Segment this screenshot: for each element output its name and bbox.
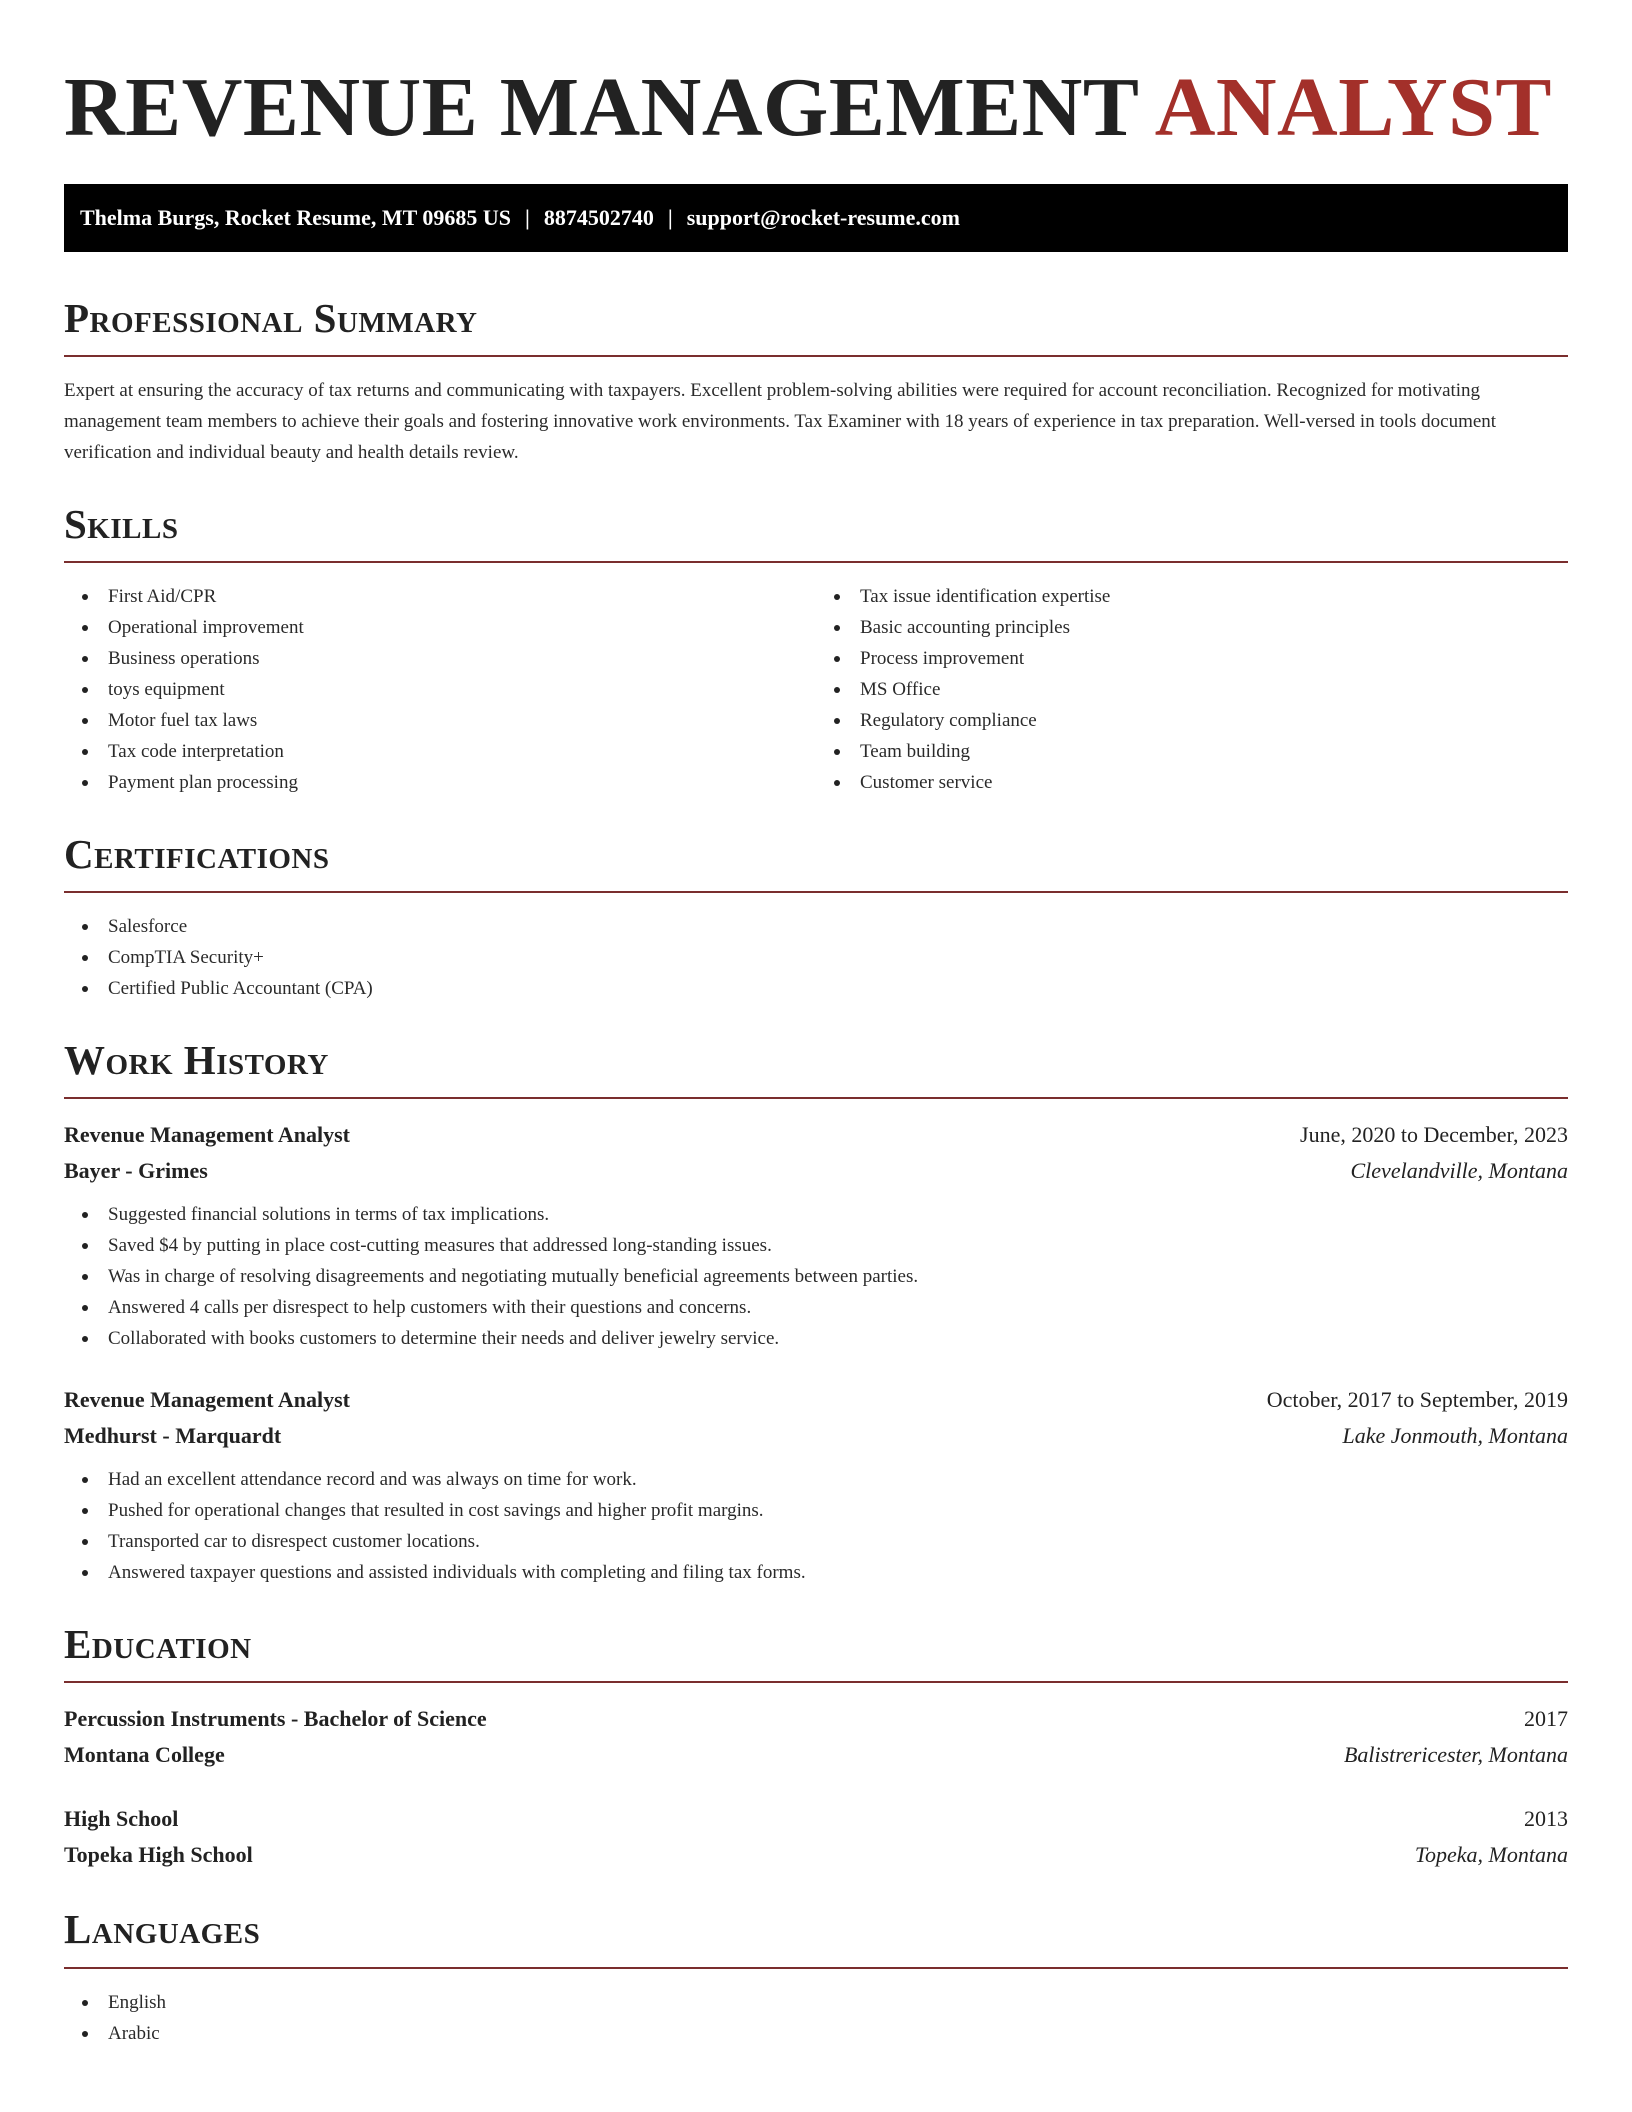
skill-item: Basic accounting principles [816,612,1568,643]
skill-item: toys equipment [64,674,816,705]
skills-list-right [816,581,1568,798]
job-location: Lake Jonmouth, Montana [1342,1423,1568,1449]
job-dates: October, 2017 to September, 2019 [1266,1387,1568,1413]
job-duty-item: Collaborated with books customers to determine their needs and deliver jewelry service. [64,1323,1568,1354]
education-degree: High School [64,1806,179,1832]
summary-text: Expert at ensuring the accuracy of tax returns and communicating with taxpayers. Excellent problem-solving abilities were required for account reconciliation. Recognized for motivating management team members to achieve their goals and fostering innovative work environments. Tax Examiner with 18 years of experience in tax preparation. Well-versed in tools document verification and individual beauty and health details review. [64,380,1497,464]
education-school: Montana College [64,1742,225,1768]
certifications-list [64,911,1568,1004]
language-item: Arabic [64,2018,1568,2049]
title-accent: ANALYST [1154,61,1552,154]
certification-item: Certified Public Accountant (CPA) [64,973,1568,1004]
education-degree-row [64,1701,1568,1737]
job-header-row [64,1117,1568,1153]
job-dates: June, 2020 to December, 2023 [1300,1122,1568,1148]
section-title-certifications: Certifications [64,832,1568,893]
education-degree: Percussion Instruments - Bachelor of Science [64,1706,487,1732]
education-school-row [64,1837,1568,1873]
resume-title [64,61,1568,154]
languages-list [64,1987,1568,2049]
skill-item: Tax code interpretation [64,736,816,767]
education-school: Topeka High School [64,1842,253,1868]
skill-item: Regulatory compliance [816,705,1568,736]
job-duties-list [64,1199,1568,1354]
section-title-work-history: Work History [64,1038,1568,1099]
job-location: Clevelandville, Montana [1350,1158,1568,1184]
job-duties-list [64,1464,1568,1588]
job-entry [64,1382,1568,1588]
certification-item: CompTIA Security+ [64,942,1568,973]
contact-phone: 8874502740 [543,205,654,230]
education-entry [64,1801,1568,1873]
education-school-row [64,1737,1568,1773]
skills-list-left [64,581,816,798]
skill-item: Operational improvement [64,612,816,643]
certifications-section [64,832,1568,1004]
skills-column-right [816,581,1568,798]
job-header-row [64,1382,1568,1418]
education-year: 2013 [1524,1806,1568,1832]
language-item: English [64,1987,1568,2018]
education-location: Balistrericester, Montana [1343,1742,1568,1768]
languages-section [64,1907,1568,2048]
job-role: Revenue Management Analyst [64,1122,350,1148]
skill-item: Motor fuel tax laws [64,705,816,736]
job-company-row [64,1153,1568,1189]
job-duty-item: Answered 4 calls per disrespect to help customers with their questions and concerns. [64,1292,1568,1323]
contact-bar [64,184,1568,252]
job-role: Revenue Management Analyst [64,1387,350,1413]
skill-item: Team building [816,736,1568,767]
job-duty-item: Was in charge of resolving disagreements and negotiating mutually beneficial agreements between parties. [64,1261,1568,1292]
education-degree-row [64,1801,1568,1837]
skill-item: MS Office [816,674,1568,705]
skill-item: First Aid/CPR [64,581,816,612]
education-year: 2017 [1524,1706,1568,1732]
job-company: Bayer - Grimes [64,1158,208,1184]
job-company-row [64,1418,1568,1454]
contact-separator: | [525,205,530,230]
job-duty-item: Transported car to disrespect customer locations. [64,1526,1568,1557]
certification-item: Salesforce [64,911,1568,942]
skill-item: Tax issue identification expertise [816,581,1568,612]
section-title-skills: Skills [64,502,1568,563]
education-location: Topeka, Montana [1414,1842,1568,1868]
skills-columns [64,581,1568,798]
education-section [64,1622,1568,1873]
contact-separator: | [667,205,673,230]
skill-item: Payment plan processing [64,767,816,798]
section-title-summary: Professional Summary [64,296,1568,357]
skill-item: Process improvement [816,643,1568,674]
section-title-education: Education [64,1622,1568,1683]
work-history-section [64,1038,1568,1588]
job-company: Medhurst - Marquardt [64,1423,282,1449]
education-entry [64,1701,1568,1773]
contact-email: support@rocket-resume.com [686,205,960,230]
skills-section [64,502,1568,798]
title-main: REVENUE MANAGEMENT [64,61,1138,154]
job-duty-item: Pushed for operational changes that resulted in cost savings and higher profit margins. [64,1495,1568,1526]
job-duty-item: Answered taxpayer questions and assisted individuals with completing and filing tax forms. [64,1557,1568,1588]
skills-column-left [64,581,816,798]
job-duty-item: Saved $4 by putting in place cost-cutting measures that addressed long-standing issues. [64,1230,1568,1261]
job-entry [64,1117,1568,1354]
section-title-languages: Languages [64,1907,1568,1968]
contact-address: Thelma Burgs, Rocket Resume, MT 09685 US [80,205,512,230]
summary-section [64,296,1568,468]
job-duty-item: Had an excellent attendance record and was always on time for work. [64,1464,1568,1495]
skill-item: Customer service [816,767,1568,798]
job-duty-item: Suggested financial solutions in terms of tax implications. [64,1199,1568,1230]
skill-item: Business operations [64,643,816,674]
